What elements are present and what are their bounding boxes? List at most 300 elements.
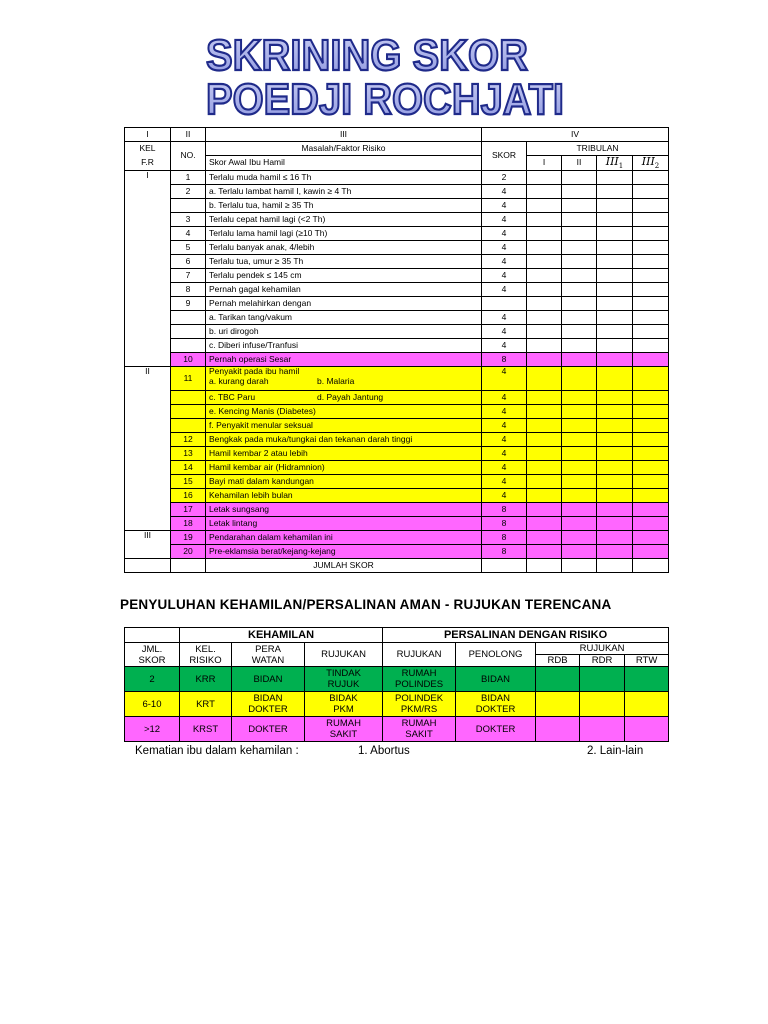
total-tribulan-cell[interactable] xyxy=(527,559,562,573)
risk-row xyxy=(125,433,669,447)
kel-cell xyxy=(125,433,171,447)
kel-cell xyxy=(125,475,171,489)
skor-cell: 8 xyxy=(482,517,527,531)
skor-cell: 4 xyxy=(482,461,527,475)
tribulan-cell[interactable] xyxy=(562,325,597,339)
no-cell: 13 xyxy=(171,447,206,461)
jml-skor-cell xyxy=(125,667,180,692)
risk-row xyxy=(125,517,669,531)
rdr-cell[interactable] xyxy=(580,692,625,717)
rujukan-persalinan-cell xyxy=(383,717,456,742)
risk-factor-text: Pernah gagal kehamilan xyxy=(206,283,482,297)
perawatan-header: PERA WATAN xyxy=(232,643,305,667)
tribulan-cell[interactable] xyxy=(597,171,633,185)
rujukan-header: RUJUKAN xyxy=(305,643,383,667)
skor-cell: 4 xyxy=(482,241,527,255)
penolong-cell-line: DOKTER xyxy=(475,723,516,735)
tribulan-cell[interactable] xyxy=(633,353,669,367)
skor-cell: 4 xyxy=(482,311,527,325)
risk-factor-text: Pernah operasi Sesar xyxy=(206,353,482,367)
risk-row xyxy=(125,325,669,339)
risk-row xyxy=(125,461,669,475)
risk-factor-text: Letak lintang xyxy=(206,517,482,531)
rujukan-cell-line: SAKIT xyxy=(329,729,358,740)
rdb-header: RDB xyxy=(536,655,580,667)
tribulan-cell[interactable] xyxy=(633,255,669,269)
rujukan-persalinan-cell-line: RUMAH xyxy=(401,668,437,679)
tribulan-cell[interactable] xyxy=(562,367,597,391)
referral-table xyxy=(124,627,669,742)
jml-skor-cell xyxy=(125,692,180,717)
total-kel-cell xyxy=(125,559,171,573)
tribulan-1: I xyxy=(527,156,562,171)
rujukan-persalinan-cell xyxy=(383,667,456,692)
tribulan-cell[interactable] xyxy=(562,227,597,241)
tribulan-cell[interactable] xyxy=(597,475,633,489)
no-cell: 5 xyxy=(171,241,206,255)
risk-row xyxy=(125,489,669,503)
rujukan-cell-line: PKM xyxy=(333,704,354,715)
tribulan-cell[interactable] xyxy=(527,433,562,447)
tribulan-cell[interactable] xyxy=(562,171,597,185)
rdb-cell[interactable] xyxy=(536,692,580,717)
skor-cell: 2 xyxy=(482,171,527,185)
risk-factor-text: Terlalu cepat hamil lagi (<2 Th) xyxy=(206,213,482,227)
tribulan-cell[interactable] xyxy=(562,419,597,433)
no-cell xyxy=(171,391,206,405)
risk-row xyxy=(125,311,669,325)
tribulan-cell[interactable] xyxy=(527,475,562,489)
kel-cell xyxy=(125,311,171,325)
tribulan-cell[interactable] xyxy=(633,545,669,559)
tribulan-2: II xyxy=(562,156,597,171)
tribulan-cell[interactable] xyxy=(633,339,669,353)
skor-cell: 8 xyxy=(482,503,527,517)
tribulan-cell[interactable] xyxy=(633,531,669,545)
penolong-cell-line: DOKTER xyxy=(475,704,516,715)
no-cell: 2 xyxy=(171,185,206,199)
risk-row xyxy=(125,283,669,297)
tribulan-cell[interactable] xyxy=(562,283,597,297)
tribulan-cell[interactable] xyxy=(633,241,669,255)
tribulan-cell[interactable] xyxy=(597,531,633,545)
no-cell: 6 xyxy=(171,255,206,269)
title-line-1: SKRINING SKOR xyxy=(206,31,528,80)
total-label: JUMLAH SKOR xyxy=(206,559,482,573)
risk-row xyxy=(125,353,669,367)
tribulan-cell[interactable] xyxy=(633,433,669,447)
tribulan-cell[interactable] xyxy=(633,311,669,325)
total-tribulan-cell[interactable] xyxy=(633,559,669,573)
tribulan-cell[interactable] xyxy=(562,185,597,199)
risk-row xyxy=(125,475,669,489)
risk-row xyxy=(125,503,669,517)
tribulan-cell[interactable] xyxy=(633,447,669,461)
penolong-cell xyxy=(456,717,536,742)
no-cell: 8 xyxy=(171,283,206,297)
tribulan-cell[interactable] xyxy=(562,475,597,489)
kel-cell: III xyxy=(125,531,171,545)
total-skor-cell[interactable] xyxy=(482,559,527,573)
rdr-cell[interactable] xyxy=(580,717,625,742)
tribulan-cell[interactable] xyxy=(527,325,562,339)
tribulan-cell[interactable] xyxy=(597,447,633,461)
skor-cell xyxy=(482,297,527,311)
risk-factor-sub-b: b. Malaria xyxy=(317,376,355,386)
tribulan-cell[interactable] xyxy=(597,461,633,475)
jml-skor-cell-line: >12 xyxy=(143,723,161,735)
risk-factor-text: Kehamilan lebih bulan xyxy=(206,489,482,503)
risk-score-table xyxy=(124,127,669,573)
risk-row xyxy=(125,297,669,311)
kel-cell xyxy=(125,419,171,433)
referral-row xyxy=(125,692,669,717)
kel-cell xyxy=(125,227,171,241)
risk-factor-text xyxy=(206,367,482,391)
tribulan-cell[interactable] xyxy=(597,269,633,283)
tribulan-cell[interactable] xyxy=(562,489,597,503)
kel-cell xyxy=(125,185,171,199)
tribulan-cell[interactable] xyxy=(597,297,633,311)
no-cell xyxy=(171,199,206,213)
skor-cell: 4 xyxy=(482,475,527,489)
tribulan-cell[interactable] xyxy=(597,503,633,517)
no-cell: 15 xyxy=(171,475,206,489)
kel-risiko-cell xyxy=(180,692,232,717)
tribulan-cell[interactable] xyxy=(527,171,562,185)
rujukan-persalinan-cell-line: PKM/RS xyxy=(400,704,438,715)
tribulan-cell[interactable] xyxy=(597,339,633,353)
tribulan-cell[interactable] xyxy=(562,199,597,213)
tribulan-cell[interactable] xyxy=(633,517,669,531)
tribulan-cell[interactable] xyxy=(597,405,633,419)
tribulan-cell[interactable] xyxy=(527,545,562,559)
tribulan-cell[interactable] xyxy=(562,503,597,517)
rtw-cell[interactable] xyxy=(625,717,669,742)
kel-cell xyxy=(125,353,171,367)
no-cell: 14 xyxy=(171,461,206,475)
kel-header: KEL xyxy=(125,142,171,156)
tribulan-cell[interactable] xyxy=(527,227,562,241)
tribulan-cell[interactable] xyxy=(597,227,633,241)
tribulan-cell[interactable] xyxy=(527,311,562,325)
tribulan-cell[interactable] xyxy=(527,461,562,475)
skor-cell: 4 xyxy=(482,419,527,433)
tribulan-cell[interactable] xyxy=(562,517,597,531)
tribulan-cell[interactable] xyxy=(633,503,669,517)
risk-factor-sub-b: d. Payah Jantung xyxy=(317,391,384,402)
tribulan-cell[interactable] xyxy=(527,241,562,255)
risk-factor-text: Terlalu tua, umur ≥ 35 Th xyxy=(206,255,482,269)
risk-factor-text: Terlalu pendek ≤ 145 cm xyxy=(206,269,482,283)
risk-factor-text: Pernah melahirkan dengan xyxy=(206,297,482,311)
tribulan-cell[interactable] xyxy=(527,269,562,283)
tribulan-cell[interactable] xyxy=(633,171,669,185)
risk-factor-text: a. Terlalu lambat hamil I, kawin ≥ 4 Th xyxy=(206,185,482,199)
tribulan-cell[interactable] xyxy=(527,517,562,531)
risk-row xyxy=(125,171,669,185)
tribulan-cell[interactable] xyxy=(597,367,633,391)
skor-cell: 8 xyxy=(482,545,527,559)
risk-row xyxy=(125,185,669,199)
perawatan-cell-line: BIDAN xyxy=(253,693,283,704)
tribulan-cell[interactable] xyxy=(597,213,633,227)
tribulan-cell[interactable] xyxy=(597,391,633,405)
no-cell: 16 xyxy=(171,489,206,503)
kel-cell: I xyxy=(125,171,171,185)
tribulan-cell[interactable] xyxy=(527,339,562,353)
note-option-2: 2. Lain-lain xyxy=(587,745,644,757)
skor-cell: 4 xyxy=(482,283,527,297)
tribulan-cell[interactable] xyxy=(527,419,562,433)
tribulan-cell[interactable] xyxy=(562,241,597,255)
tribulan-cell[interactable] xyxy=(562,269,597,283)
tribulan-cell[interactable] xyxy=(633,405,669,419)
risk-row xyxy=(125,447,669,461)
no-cell: 19 xyxy=(171,531,206,545)
rujukan-persalinan-cell-line: RUMAH xyxy=(401,718,437,729)
skor-cell: 4 xyxy=(482,255,527,269)
tribulan-cell[interactable] xyxy=(597,545,633,559)
tribulan-cell[interactable] xyxy=(562,213,597,227)
persalinan-header: PERSALINAN DENGAN RISIKO xyxy=(383,628,669,643)
tribulan-cell[interactable] xyxy=(562,339,597,353)
tribulan-cell[interactable] xyxy=(562,311,597,325)
rujukan-cell-line: BIDAK xyxy=(329,693,358,704)
tribulan-cell[interactable] xyxy=(562,255,597,269)
kel-cell xyxy=(125,545,171,559)
rujukan-cell xyxy=(305,692,383,717)
kel-cell xyxy=(125,241,171,255)
fr-header: F.R xyxy=(125,156,171,171)
tribulan-cell[interactable] xyxy=(597,311,633,325)
tribulan-cell[interactable] xyxy=(633,475,669,489)
skor-cell: 8 xyxy=(482,531,527,545)
tribulan-cell[interactable] xyxy=(527,255,562,269)
kel-cell xyxy=(125,283,171,297)
risk-row xyxy=(125,339,669,353)
no-cell: 9 xyxy=(171,297,206,311)
tribulan-4: $III_2$ xyxy=(633,156,669,171)
tribulan-3: $III_1$ xyxy=(597,156,633,171)
rujukan-persalinan-cell-line: SAKIT xyxy=(405,729,433,740)
tribulan-cell[interactable] xyxy=(597,283,633,297)
kel-cell xyxy=(125,405,171,419)
tribulan-cell[interactable] xyxy=(562,391,597,405)
rujukan-persalinan-cell xyxy=(383,692,456,717)
tribulan-cell[interactable] xyxy=(562,405,597,419)
risk-factor-text: Terlalu lama hamil lagi (≥10 Th) xyxy=(206,227,482,241)
risk-row xyxy=(125,391,669,405)
skor-cell: 4 xyxy=(482,447,527,461)
kel-cell xyxy=(125,447,171,461)
tribulan-cell[interactable] xyxy=(562,297,597,311)
tribulan-cell[interactable] xyxy=(633,199,669,213)
kel-risiko-header: KEL. RISIKO xyxy=(180,643,232,667)
tribulan-cell[interactable] xyxy=(633,297,669,311)
tribulan-cell[interactable] xyxy=(633,269,669,283)
skor-cell: 4 xyxy=(482,391,527,405)
col-II-header: II xyxy=(171,128,206,142)
tribulan-cell[interactable] xyxy=(562,447,597,461)
risk-factor-text: Letak sungsang xyxy=(206,503,482,517)
kel-cell xyxy=(125,255,171,269)
no-cell xyxy=(171,325,206,339)
no-cell xyxy=(171,419,206,433)
perawatan-cell xyxy=(232,692,305,717)
document-title xyxy=(0,30,768,122)
skor-cell: 4 xyxy=(482,405,527,419)
tribulan-cell[interactable] xyxy=(633,489,669,503)
tribulan-cell[interactable] xyxy=(633,185,669,199)
risk-factor-line: Penyakit pada ibu hamil xyxy=(209,366,300,377)
tribulan-cell[interactable] xyxy=(527,489,562,503)
no-cell: 4 xyxy=(171,227,206,241)
tribulan-cell[interactable] xyxy=(597,419,633,433)
tribulan-cell[interactable] xyxy=(527,531,562,545)
title-line-2: POEDJI ROCHJATI xyxy=(206,75,564,122)
tribulan-cell[interactable] xyxy=(597,241,633,255)
header-row-labels xyxy=(125,142,669,156)
skor-cell: 4 xyxy=(482,367,527,391)
tribulan-cell[interactable] xyxy=(633,419,669,433)
no-cell xyxy=(171,405,206,419)
tribulan-cell[interactable] xyxy=(597,199,633,213)
risk-factor-text: Hamil kembar 2 atau lebih xyxy=(206,447,482,461)
tribulan-cell[interactable] xyxy=(597,517,633,531)
tribulan-cell[interactable] xyxy=(527,297,562,311)
risk-row xyxy=(125,227,669,241)
tribulan-header: TRIBULAN xyxy=(527,142,669,156)
bottom-header-row-2 xyxy=(125,643,669,655)
rujukan-cell xyxy=(305,717,383,742)
kel-cell xyxy=(125,489,171,503)
risk-factor-sub-a: a. kurang darah xyxy=(209,376,269,386)
col-III-header: III xyxy=(206,128,482,142)
tribulan-cell[interactable] xyxy=(633,227,669,241)
risk-factor-text xyxy=(206,391,482,405)
kel-cell xyxy=(125,325,171,339)
kehamilan-header: KEHAMILAN xyxy=(180,628,383,643)
tribulan-cell[interactable] xyxy=(633,325,669,339)
rujukan-cell xyxy=(305,667,383,692)
col-I-header: I xyxy=(125,128,171,142)
rtw-cell[interactable] xyxy=(625,667,669,692)
skor-header: SKOR xyxy=(482,142,527,171)
risk-factor-text: b. Terlalu tua, hamil ≥ 35 Th xyxy=(206,199,482,213)
kel-cell xyxy=(125,461,171,475)
tribulan-cell[interactable] xyxy=(597,489,633,503)
tribulan-cell[interactable] xyxy=(633,461,669,475)
risk-factor-text: Pendarahan dalam kehamilan ini xyxy=(206,531,482,545)
perawatan-cell xyxy=(232,667,305,692)
risk-row xyxy=(125,241,669,255)
rdr-header: RDR xyxy=(580,655,625,667)
tribulan-cell[interactable] xyxy=(527,283,562,297)
tribulan-cell[interactable] xyxy=(597,255,633,269)
rdb-cell[interactable] xyxy=(536,667,580,692)
risk-row xyxy=(125,405,669,419)
tribulan-cell[interactable] xyxy=(633,367,669,391)
tribulan-cell[interactable] xyxy=(527,185,562,199)
no-cell: 20 xyxy=(171,545,206,559)
tribulan-cell[interactable] xyxy=(527,405,562,419)
tribulan-cell[interactable] xyxy=(597,325,633,339)
tribulan-cell[interactable] xyxy=(527,391,562,405)
tribulan-cell[interactable] xyxy=(597,433,633,447)
risk-factor-text: e. Kencing Manis (Diabetes) xyxy=(206,405,482,419)
penolong-cell-line: BIDAN xyxy=(481,693,511,704)
skor-awal-label: Skor Awal Ibu Hamil xyxy=(206,156,482,171)
tribulan-cell[interactable] xyxy=(527,213,562,227)
perawatan-cell xyxy=(232,717,305,742)
tribulan-cell[interactable] xyxy=(633,283,669,297)
kel-cell xyxy=(125,269,171,283)
tribulan-cell[interactable] xyxy=(527,503,562,517)
tribulan-cell[interactable] xyxy=(562,545,597,559)
note-label: Kematian ibu dalam kehamilan : xyxy=(135,745,299,757)
total-tribulan-cell[interactable] xyxy=(597,559,633,573)
perawatan-cell-line: BIDAN xyxy=(253,673,283,685)
referral-row xyxy=(125,717,669,742)
risk-row xyxy=(125,419,669,433)
note-option-1: 1. Abortus xyxy=(358,745,410,757)
skor-cell: 4 xyxy=(482,185,527,199)
no-header: NO. xyxy=(171,142,206,171)
kel-risiko-cell-line: KRR xyxy=(195,673,216,685)
risk-row xyxy=(125,255,669,269)
kel-cell xyxy=(125,391,171,405)
tribulan-cell[interactable] xyxy=(562,531,597,545)
skor-cell: 4 xyxy=(482,269,527,283)
kel-cell xyxy=(125,339,171,353)
tribulan-cell[interactable] xyxy=(527,199,562,213)
skor-cell: 4 xyxy=(482,199,527,213)
jml-skor-cell-line: 6-10 xyxy=(142,698,162,710)
risk-row xyxy=(125,531,669,545)
skor-cell: 4 xyxy=(482,489,527,503)
referral-row xyxy=(125,667,669,692)
section-heading: PENYULUHAN KEHAMILAN/PERSALINAN AMAN - RUJUKAN TERENCANA xyxy=(120,597,612,612)
tribulan-cell[interactable] xyxy=(597,353,633,367)
tribulan-cell[interactable] xyxy=(633,391,669,405)
tribulan-cell[interactable] xyxy=(527,447,562,461)
tribulan-cell[interactable] xyxy=(597,185,633,199)
kel-cell xyxy=(125,213,171,227)
tribulan-cell[interactable] xyxy=(562,433,597,447)
total-tribulan-cell[interactable] xyxy=(562,559,597,573)
skor-cell: 4 xyxy=(482,339,527,353)
tribulan-cell[interactable] xyxy=(562,461,597,475)
rujukan-persalinan-cell-line: POLINDES xyxy=(395,679,444,690)
rdr-cell[interactable] xyxy=(580,667,625,692)
risk-row xyxy=(125,269,669,283)
tribulan-cell[interactable] xyxy=(527,353,562,367)
kel-cell xyxy=(125,199,171,213)
tribulan-cell[interactable] xyxy=(527,367,562,391)
risk-row xyxy=(125,545,669,559)
rtw-cell[interactable] xyxy=(625,692,669,717)
kel-cell: II xyxy=(125,367,171,391)
perawatan-cell-line: DOKTER xyxy=(248,723,288,735)
risk-row xyxy=(125,199,669,213)
rdb-cell[interactable] xyxy=(536,717,580,742)
tribulan-cell[interactable] xyxy=(562,353,597,367)
tribulan-cell[interactable] xyxy=(633,213,669,227)
rujukan-cell-line: RUJUK xyxy=(327,679,360,690)
bottom-header-row-1 xyxy=(125,628,669,643)
kel-risiko-cell-line: KRT xyxy=(196,698,215,710)
